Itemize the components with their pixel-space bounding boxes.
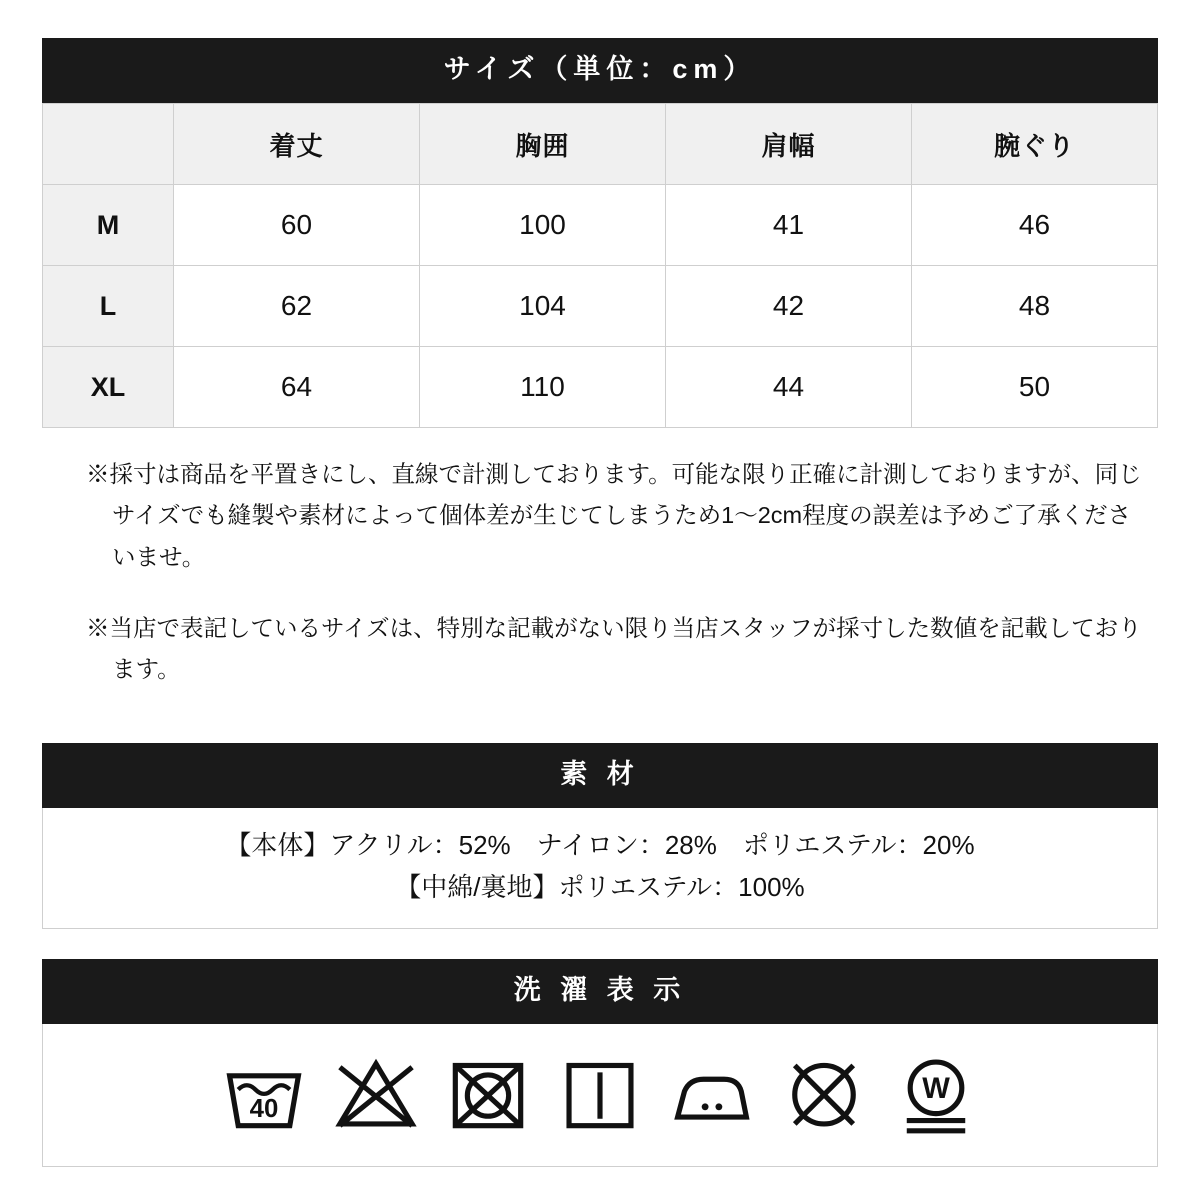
wet-clean-w-icon <box>893 1050 979 1136</box>
cell-chest: 100 <box>420 185 666 266</box>
table-row <box>43 266 1158 347</box>
size-table-head <box>43 104 1158 185</box>
material-panel-body <box>43 808 1157 928</box>
cell-armhole: 50 <box>912 347 1158 428</box>
cell-armhole: 48 <box>912 266 1158 347</box>
note-staff-measured <box>86 608 1150 691</box>
material-line-shell: 【本体】アクリル：52% ナイロン：28% ポリエステル：20% <box>225 829 975 860</box>
size-table-body <box>43 185 1158 428</box>
material-line-lining: 【中綿/裏地】ポリエステル：100% <box>395 871 805 902</box>
no-tumble-dry-icon <box>445 1050 531 1136</box>
table-row <box>43 185 1158 266</box>
wash-40-icon <box>221 1050 307 1136</box>
no-bleach-icon <box>333 1050 419 1136</box>
row-header-size: L <box>43 266 174 347</box>
table-row <box>43 347 1158 428</box>
cell-shoulder: 41 <box>666 185 912 266</box>
column-header-shoulder: 肩幅 <box>666 104 912 185</box>
laundry-symbol-row <box>43 1024 1157 1166</box>
laundry-section-title: 洗 濯 表 示 <box>42 959 1158 1024</box>
wash-temperature-label: 40 <box>249 1095 279 1124</box>
measurement-notes <box>50 454 1150 691</box>
note-measurement-tolerance <box>86 454 1150 578</box>
material-panel <box>42 808 1158 929</box>
note-text: ※採寸は商品を平置きにし、直線で計測しております。可能な限り正確に計測しておりますが、同じサイズでも縫製や素材によって個体差が生じてしまうため1〜2cm程度の誤差は予めご了承くださいませ。 <box>86 461 1142 570</box>
size-section <box>42 38 1158 428</box>
no-dry-clean-icon <box>781 1050 867 1136</box>
row-header-size: M <box>43 185 174 266</box>
column-header-blank <box>43 104 174 185</box>
material-section-title: 素 材 <box>42 743 1158 808</box>
cell-length: 64 <box>174 347 420 428</box>
wet-clean-label: W <box>922 1073 950 1106</box>
cell-chest: 104 <box>420 266 666 347</box>
size-section-title: サイズ（単位：cm） <box>42 38 1158 103</box>
material-section <box>42 743 1158 808</box>
line-dry-icon <box>557 1050 643 1136</box>
row-header-size: XL <box>43 347 174 428</box>
note-text: ※当店で表記しているサイズは、特別な記載がない限り当店スタッフが採寸した数値を記載しております。 <box>86 615 1142 683</box>
cell-length: 62 <box>174 266 420 347</box>
cell-shoulder: 44 <box>666 347 912 428</box>
iron-low-icon <box>669 1050 755 1136</box>
laundry-panel <box>42 1024 1158 1167</box>
column-header-armhole: 腕ぐり <box>912 104 1158 185</box>
table-header-row <box>43 104 1158 185</box>
laundry-section <box>42 959 1158 1024</box>
column-header-chest: 胸囲 <box>420 104 666 185</box>
cell-shoulder: 42 <box>666 266 912 347</box>
size-table <box>42 103 1158 428</box>
cell-length: 60 <box>174 185 420 266</box>
column-header-length: 着丈 <box>174 104 420 185</box>
cell-armhole: 46 <box>912 185 1158 266</box>
cell-chest: 110 <box>420 347 666 428</box>
